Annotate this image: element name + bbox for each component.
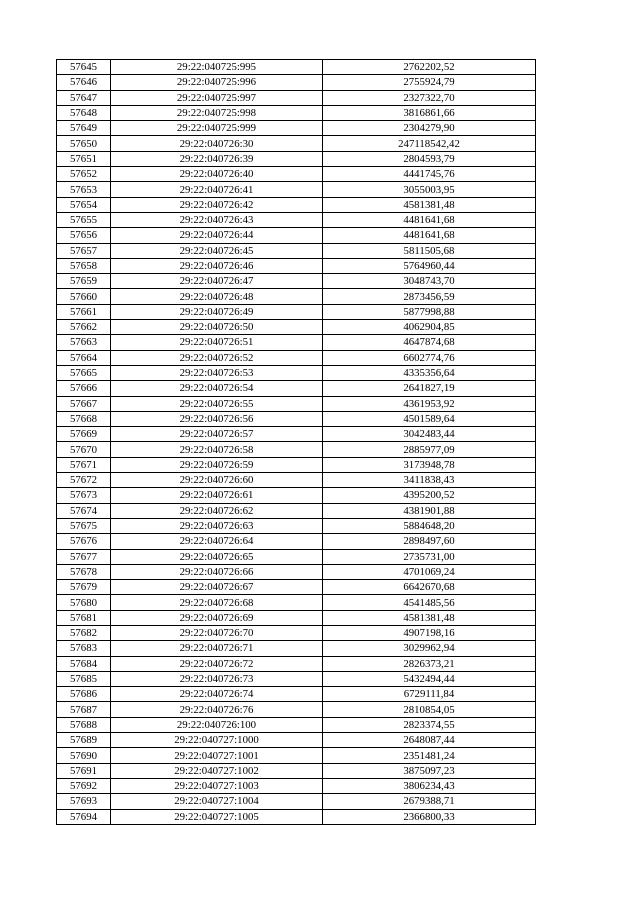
row-number-cell: 57646 [57,75,111,90]
cadastral-number-cell: 29:22:040725:996 [111,75,323,90]
row-number-cell: 57665 [57,365,111,380]
row-number-cell: 57649 [57,121,111,136]
row-number-cell: 57669 [57,427,111,442]
cadastral-value-cell: 4701069,24 [323,564,536,579]
cadastral-number-cell: 29:22:040726:46 [111,258,323,273]
table-row [57,167,536,182]
row-number-cell: 57686 [57,687,111,702]
cadastral-number-cell: 29:22:040726:41 [111,182,323,197]
cadastral-value-cell: 5884648,20 [323,518,536,533]
cadastral-value-cell: 2648087,44 [323,733,536,748]
table-row [57,549,536,564]
cadastral-value-cell: 3042483,44 [323,427,536,442]
cadastral-number-cell: 29:22:040725:997 [111,90,323,105]
cadastral-number-cell: 29:22:040726:39 [111,151,323,166]
row-number-cell: 57692 [57,778,111,793]
cadastral-value-cell: 3875097,23 [323,763,536,778]
cadastral-value-cell: 3029962,94 [323,641,536,656]
table-row [57,182,536,197]
row-number-cell: 57648 [57,105,111,120]
table-row [57,197,536,212]
row-number-cell: 57673 [57,488,111,503]
cadastral-number-cell: 29:22:040727:1001 [111,748,323,763]
row-number-cell: 57689 [57,733,111,748]
cadastral-number-cell: 29:22:040726:45 [111,243,323,258]
table-row [57,518,536,533]
cadastral-value-cell: 2810854,05 [323,702,536,717]
table-row [57,258,536,273]
table-row [57,228,536,243]
cadastral-number-cell: 29:22:040726:44 [111,228,323,243]
row-number-cell: 57668 [57,411,111,426]
cadastral-number-cell: 29:22:040726:52 [111,350,323,365]
cadastral-value-cell: 4361953,92 [323,396,536,411]
table-row [57,274,536,289]
cadastral-value-cell: 4501589,64 [323,411,536,426]
row-number-cell: 57652 [57,167,111,182]
cadastral-value-cell: 6729111,84 [323,687,536,702]
row-number-cell: 57651 [57,151,111,166]
table-row [57,488,536,503]
cadastral-number-cell: 29:22:040726:53 [111,365,323,380]
cadastral-number-cell: 29:22:040726:60 [111,473,323,488]
cadastral-value-cell: 4481641,68 [323,212,536,227]
table-row [57,763,536,778]
row-number-cell: 57661 [57,304,111,319]
cadastral-number-cell: 29:22:040726:51 [111,335,323,350]
table-row [57,473,536,488]
table-row [57,656,536,671]
table-row [57,778,536,793]
cadastral-value-cell: 2735731,00 [323,549,536,564]
cadastral-value-cell: 3173948,78 [323,457,536,472]
cadastral-number-cell: 29:22:040726:57 [111,427,323,442]
row-number-cell: 57670 [57,442,111,457]
table-row [57,335,536,350]
table-row [57,809,536,824]
cadastral-value-cell: 2755924,79 [323,75,536,90]
cadastral-value-cell: 5811505,68 [323,243,536,258]
row-number-cell: 57660 [57,289,111,304]
row-number-cell: 57671 [57,457,111,472]
table-row [57,396,536,411]
row-number-cell: 57664 [57,350,111,365]
cadastral-number-cell: 29:22:040727:1002 [111,763,323,778]
cadastral-value-cell: 3806234,43 [323,778,536,793]
row-number-cell: 57658 [57,258,111,273]
row-number-cell: 57694 [57,809,111,824]
cadastral-number-cell: 29:22:040726:59 [111,457,323,472]
cadastral-number-cell: 29:22:040726:68 [111,595,323,610]
cadastral-number-cell: 29:22:040726:62 [111,503,323,518]
table-row [57,457,536,472]
cadastral-value-cell: 4062904,85 [323,320,536,335]
cadastral-number-cell: 29:22:040726:47 [111,274,323,289]
cadastral-value-cell: 3411838,43 [323,473,536,488]
table-row [57,350,536,365]
table-row [57,60,536,75]
cadastral-number-cell: 29:22:040726:70 [111,625,323,640]
table-row [57,105,536,120]
table-row [57,733,536,748]
table-row [57,625,536,640]
row-number-cell: 57672 [57,473,111,488]
row-number-cell: 57656 [57,228,111,243]
row-number-cell: 57690 [57,748,111,763]
cadastral-value-cell: 4647874,68 [323,335,536,350]
row-number-cell: 57657 [57,243,111,258]
row-number-cell: 57650 [57,136,111,151]
cadastral-number-cell: 29:22:040726:100 [111,717,323,732]
table-row [57,717,536,732]
cadastral-value-cell: 2873456,59 [323,289,536,304]
cadastral-number-cell: 29:22:040727:1004 [111,794,323,809]
row-number-cell: 57674 [57,503,111,518]
cadastral-value-cell: 5432494,44 [323,671,536,686]
table-row [57,580,536,595]
cadastral-value-cell: 2826373,21 [323,656,536,671]
cadastral-number-cell: 29:22:040725:998 [111,105,323,120]
row-number-cell: 57681 [57,610,111,625]
table-row [57,136,536,151]
table-row [57,411,536,426]
row-number-cell: 57680 [57,595,111,610]
cadastral-number-cell: 29:22:040726:50 [111,320,323,335]
cadastral-number-cell: 29:22:040726:71 [111,641,323,656]
table-body [57,60,536,825]
cadastral-number-cell: 29:22:040726:65 [111,549,323,564]
table-row [57,564,536,579]
row-number-cell: 57684 [57,656,111,671]
table-row [57,90,536,105]
cadastral-number-cell: 29:22:040726:49 [111,304,323,319]
table-row [57,687,536,702]
row-number-cell: 57662 [57,320,111,335]
table-row [57,212,536,227]
row-number-cell: 57659 [57,274,111,289]
table-row [57,381,536,396]
row-number-cell: 57663 [57,335,111,350]
cadastral-number-cell: 29:22:040725:995 [111,60,323,75]
table-row [57,243,536,258]
cadastral-value-cell: 2804593,79 [323,151,536,166]
table-row [57,671,536,686]
cadastral-number-cell: 29:22:040726:54 [111,381,323,396]
table-row [57,304,536,319]
cadastral-value-cell: 4395200,52 [323,488,536,503]
row-number-cell: 57687 [57,702,111,717]
table-row [57,610,536,625]
cadastral-number-cell: 29:22:040726:76 [111,702,323,717]
row-number-cell: 57679 [57,580,111,595]
cadastral-number-cell: 29:22:040726:67 [111,580,323,595]
cadastral-value-cell: 4381901,88 [323,503,536,518]
table-row [57,503,536,518]
row-number-cell: 57647 [57,90,111,105]
cadastral-value-cell: 3816861,66 [323,105,536,120]
cadastral-number-cell: 29:22:040726:61 [111,488,323,503]
cadastral-number-cell: 29:22:040726:66 [111,564,323,579]
table-row [57,595,536,610]
table-row [57,748,536,763]
cadastral-value-cell: 5877998,88 [323,304,536,319]
cadastral-value-cell: 4581381,48 [323,197,536,212]
cadastral-number-cell: 29:22:040726:73 [111,671,323,686]
cadastral-value-cell: 2641827,19 [323,381,536,396]
row-number-cell: 57678 [57,564,111,579]
cadastral-number-cell: 29:22:040726:56 [111,411,323,426]
cadastral-value-table [56,59,536,825]
table-row [57,320,536,335]
cadastral-value-cell: 3048743,70 [323,274,536,289]
cadastral-value-cell: 247118542,42 [323,136,536,151]
cadastral-number-cell: 29:22:040726:69 [111,610,323,625]
row-number-cell: 57688 [57,717,111,732]
cadastral-value-cell: 6602774,76 [323,350,536,365]
table-row [57,794,536,809]
cadastral-number-cell: 29:22:040727:1000 [111,733,323,748]
cadastral-number-cell: 29:22:040727:1003 [111,778,323,793]
row-number-cell: 57691 [57,763,111,778]
row-number-cell: 57682 [57,625,111,640]
cadastral-number-cell: 29:22:040726:72 [111,656,323,671]
cadastral-number-cell: 29:22:040726:48 [111,289,323,304]
cadastral-number-cell: 29:22:040726:64 [111,534,323,549]
cadastral-value-cell: 2366800,33 [323,809,536,824]
cadastral-value-cell: 4441745,76 [323,167,536,182]
cadastral-number-cell: 29:22:040725:999 [111,121,323,136]
cadastral-value-cell: 2898497,60 [323,534,536,549]
row-number-cell: 57667 [57,396,111,411]
row-number-cell: 57693 [57,794,111,809]
cadastral-value-cell: 4335356,64 [323,365,536,380]
row-number-cell: 57666 [57,381,111,396]
row-number-cell: 57655 [57,212,111,227]
row-number-cell: 57685 [57,671,111,686]
table-row [57,702,536,717]
table-row [57,289,536,304]
row-number-cell: 57654 [57,197,111,212]
row-number-cell: 57653 [57,182,111,197]
cadastral-number-cell: 29:22:040726:43 [111,212,323,227]
cadastral-value-cell: 2885977,09 [323,442,536,457]
table-row [57,75,536,90]
cadastral-value-cell: 4541485,56 [323,595,536,610]
cadastral-number-cell: 29:22:040726:58 [111,442,323,457]
cadastral-number-cell: 29:22:040726:30 [111,136,323,151]
cadastral-value-cell: 4907198,16 [323,625,536,640]
cadastral-number-cell: 29:22:040726:55 [111,396,323,411]
cadastral-number-cell: 29:22:040727:1005 [111,809,323,824]
cadastral-value-cell: 2679388,71 [323,794,536,809]
cadastral-number-cell: 29:22:040726:40 [111,167,323,182]
cadastral-value-cell: 5764960,44 [323,258,536,273]
cadastral-value-cell: 6642670,68 [323,580,536,595]
table-row [57,534,536,549]
row-number-cell: 57645 [57,60,111,75]
table-row [57,365,536,380]
row-number-cell: 57675 [57,518,111,533]
cadastral-value-cell: 3055003,95 [323,182,536,197]
row-number-cell: 57683 [57,641,111,656]
table-row [57,641,536,656]
cadastral-value-cell: 2304279,90 [323,121,536,136]
cadastral-number-cell: 29:22:040726:63 [111,518,323,533]
cadastral-value-cell: 4581381,48 [323,610,536,625]
cadastral-value-cell: 2327322,70 [323,90,536,105]
cadastral-value-cell: 2823374,55 [323,717,536,732]
table-row [57,121,536,136]
row-number-cell: 57677 [57,549,111,564]
row-number-cell: 57676 [57,534,111,549]
cadastral-value-cell: 2762202,52 [323,60,536,75]
table-row [57,442,536,457]
cadastral-number-cell: 29:22:040726:74 [111,687,323,702]
cadastral-number-cell: 29:22:040726:42 [111,197,323,212]
table-row [57,151,536,166]
cadastral-value-cell: 4481641,68 [323,228,536,243]
cadastral-value-cell: 2351481,24 [323,748,536,763]
table-row [57,427,536,442]
